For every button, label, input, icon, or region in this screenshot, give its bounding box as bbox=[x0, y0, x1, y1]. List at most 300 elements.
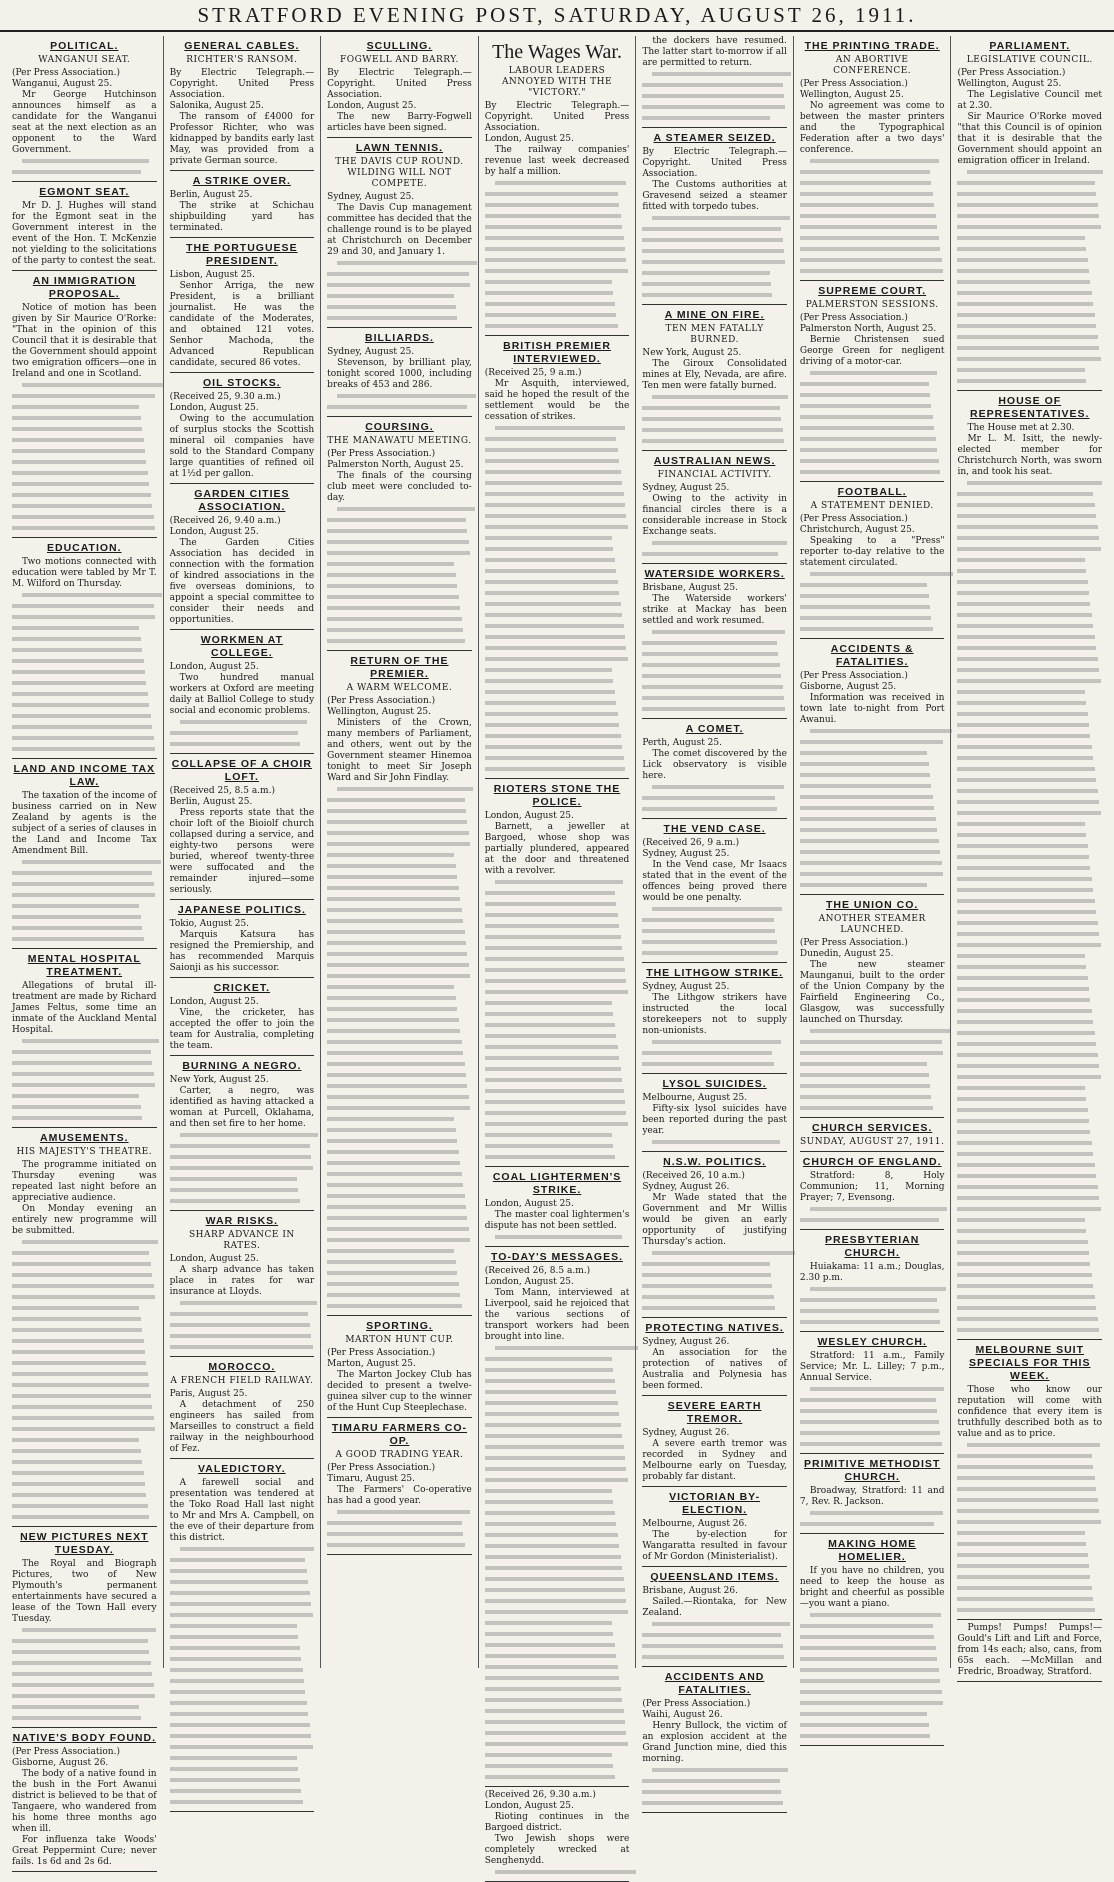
article-paragraph: An association for the protection of natives of Australia and Polynesia has been formed. bbox=[642, 1348, 787, 1391]
text-line-filler bbox=[485, 1464, 627, 1475]
text-line-filler bbox=[485, 610, 622, 621]
text-line-filler bbox=[485, 1585, 625, 1596]
text-line-filler bbox=[957, 222, 1100, 233]
text-line-filler bbox=[957, 775, 1096, 786]
text-line-filler bbox=[810, 1284, 946, 1295]
text-line-filler bbox=[957, 343, 1099, 354]
text-line-filler bbox=[327, 949, 467, 960]
text-line-filler bbox=[800, 1428, 940, 1439]
text-line-filler bbox=[957, 1259, 1090, 1270]
text-line-filler bbox=[12, 457, 146, 468]
article bbox=[327, 1422, 472, 1555]
text-line-filler bbox=[642, 693, 784, 704]
article-paragraph: Notice of motion has been given by Sir Maurice O'Rorke: "That in the opinion of this Council that it is desirable that the Government should appoint two emigration officers—one in Ireland and one in Scotland. bbox=[12, 303, 157, 379]
text-line-filler bbox=[642, 682, 782, 693]
article-paragraph: Mr Wade stated that the Government and Mr Willis would be given an early opportunity of justifying Thursday's action. bbox=[642, 1193, 787, 1247]
text-line-filler bbox=[800, 434, 936, 445]
article-divider bbox=[327, 1315, 472, 1316]
article-paragraph: For influenza take Woods' Great Peppermint Cure; never fails. 1s 6d and 2s 6d. bbox=[12, 1835, 157, 1867]
text-line-filler bbox=[327, 1213, 467, 1224]
text-line-filler bbox=[170, 1342, 313, 1353]
text-line-filler bbox=[170, 1555, 306, 1566]
text-line-filler bbox=[800, 1731, 930, 1742]
text-line-filler bbox=[652, 1037, 781, 1048]
article-paragraph: Mr D. J. Hughes will stand for the Egmont seat in the Government interest in the event of the Hon. T. McKenzie not yielding to the solicitations of the party to contest the seat. bbox=[12, 201, 157, 266]
article-divider bbox=[800, 1151, 945, 1152]
text-line-filler bbox=[485, 1684, 621, 1695]
text-line-filler bbox=[170, 1698, 307, 1709]
article-paragraph: A farewell social and presentation was tendered at the Toko Road Hall last night to Mr and Mrs A. Campbell, on the eve of their departure from this district. bbox=[169, 1478, 315, 1543]
article-paragraph: London, August 25. bbox=[484, 134, 574, 144]
text-line-filler bbox=[957, 1083, 1084, 1094]
text-line-filler bbox=[957, 1303, 1096, 1314]
text-line-filler bbox=[170, 1720, 310, 1731]
text-line-filler bbox=[642, 1798, 782, 1809]
text-line-filler bbox=[12, 656, 144, 667]
article-subheadline: LEGISLATIVE COUNCIL. bbox=[966, 55, 1093, 65]
article-paragraph: The new Barry-Fogwell articles have been signed. bbox=[327, 112, 472, 133]
text-line-filler bbox=[495, 423, 625, 434]
text-line-filler bbox=[495, 1867, 637, 1878]
article-headline: LYSOL SUICIDES. bbox=[662, 1078, 767, 1090]
text-line-filler bbox=[12, 1446, 141, 1457]
text-line-filler bbox=[957, 277, 1090, 288]
text-line-filler bbox=[800, 869, 943, 880]
text-line-filler bbox=[800, 580, 927, 591]
text-line-filler bbox=[957, 211, 1099, 222]
text-line-filler bbox=[810, 1026, 950, 1037]
article-divider bbox=[170, 237, 315, 238]
text-line-filler bbox=[957, 819, 1084, 830]
text-line-filler bbox=[800, 1643, 936, 1654]
text-line-filler bbox=[800, 1720, 929, 1731]
article-divider bbox=[485, 335, 630, 336]
article-paragraph: Sydney, August 25. bbox=[642, 849, 730, 859]
text-line-filler bbox=[485, 299, 615, 310]
text-line-filler bbox=[957, 1226, 1086, 1237]
text-line-filler bbox=[485, 500, 625, 511]
text-line-filler bbox=[327, 872, 457, 883]
text-line-filler bbox=[170, 1163, 313, 1174]
text-line-filler bbox=[800, 1059, 927, 1070]
article-paragraph: Carter, a negro, was identified as having attacked a woman at Purcell, Oklahama, and then set fire to her home. bbox=[169, 1086, 315, 1129]
article bbox=[800, 1234, 945, 1332]
article-paragraph: The Marton Jockey Club has decided to present a twelve-guinea silver cup to the winner of the Hunt Cup Steeplechase. bbox=[327, 1370, 472, 1413]
text-line-filler bbox=[170, 1643, 300, 1654]
article-paragraph: Sydney, August 25. bbox=[642, 982, 730, 992]
text-line-filler bbox=[652, 782, 784, 793]
text-line-filler bbox=[327, 559, 454, 570]
text-line-filler bbox=[485, 1486, 612, 1497]
article bbox=[12, 1732, 157, 1872]
text-line-filler bbox=[957, 1171, 1096, 1182]
article-headline: MOROCCO. bbox=[208, 1361, 276, 1373]
article-paragraph: Broadway, Stratford: 11 and 7, Rev. R. Jackson. bbox=[799, 1486, 945, 1507]
text-line-filler bbox=[957, 830, 1086, 841]
article bbox=[12, 275, 157, 538]
article-paragraph: (Per Press Association.) bbox=[799, 938, 908, 948]
text-line-filler bbox=[12, 1058, 152, 1069]
text-line-filler bbox=[957, 1182, 1097, 1193]
text-line-filler bbox=[485, 1662, 618, 1673]
text-line-filler bbox=[642, 1303, 775, 1314]
article-paragraph: (Received 26, 8.5 a.m.) bbox=[484, 1266, 591, 1276]
column-3 bbox=[320, 36, 478, 1668]
article-divider bbox=[170, 1811, 315, 1812]
article-divider bbox=[12, 758, 157, 759]
text-line-filler bbox=[327, 603, 460, 614]
text-line-filler bbox=[327, 1301, 461, 1312]
article-paragraph: The Davis Cup management committee has decided that the challenge round is to be played at Christchurch on December 29 and 30, and January 1. bbox=[327, 203, 472, 257]
article-paragraph: Wellington, August 25. bbox=[327, 707, 432, 717]
article-paragraph: (Per Press Association.) bbox=[799, 514, 908, 524]
text-line-filler bbox=[957, 544, 1100, 555]
text-line-filler bbox=[652, 69, 791, 80]
article-headline: TO-DAY'S MESSAGES. bbox=[491, 1251, 623, 1263]
article-paragraph: Bernie Christensen sued George Green for negligent driving of a motor-car. bbox=[799, 335, 945, 367]
article-paragraph: Wellington, August 25. bbox=[799, 90, 904, 100]
text-line-filler bbox=[327, 313, 457, 324]
article-headline: RETURN OF THE PREMIER. bbox=[350, 655, 449, 680]
article-headline: OIL STOCKS. bbox=[203, 377, 281, 389]
text-line-filler bbox=[170, 1309, 309, 1320]
text-line-filler bbox=[485, 943, 622, 954]
text-line-filler bbox=[957, 643, 1096, 654]
text-line-filler bbox=[957, 852, 1089, 863]
text-line-filler bbox=[12, 1347, 145, 1358]
text-line-filler bbox=[485, 233, 624, 244]
text-line-filler bbox=[485, 1541, 619, 1552]
article-subheadline: RICHTER'S RANSOM. bbox=[186, 55, 298, 65]
text-line-filler bbox=[485, 1020, 615, 1031]
article-headline: LAWN TENNIS. bbox=[355, 142, 444, 154]
article-paragraph: Marton, August 25. bbox=[327, 1359, 416, 1369]
text-line-filler bbox=[12, 1435, 139, 1446]
article-paragraph: London, August 25. bbox=[484, 811, 574, 821]
article-paragraph: Ministers of the Crown, many members of Parliament, and others, went out by the Government steamer Hinemoa tonight to meet Sir Joseph Ward and Sir John Findlay. bbox=[327, 718, 472, 783]
text-line-filler bbox=[170, 1742, 313, 1753]
article-paragraph: The by-election for Wangaratta resulted in favour of Mr Gordon (Ministerialist). bbox=[642, 1530, 787, 1562]
text-line-filler bbox=[327, 625, 463, 636]
text-line-filler bbox=[327, 993, 456, 1004]
text-line-filler bbox=[170, 1764, 299, 1775]
text-line-filler bbox=[800, 624, 933, 635]
text-line-filler bbox=[800, 880, 927, 891]
article-headline: COLLAPSE OF A CHOIR LOFT. bbox=[171, 758, 312, 783]
article-paragraph: Barnett, a jeweller at Bargoed, whose shop was partially plundered, appeared at the door and threatened with a revolver. bbox=[484, 822, 630, 876]
text-line-filler bbox=[12, 1303, 139, 1314]
text-line-filler bbox=[12, 1457, 142, 1468]
text-line-filler bbox=[485, 222, 622, 233]
article-paragraph: Lisbon, August 25. bbox=[169, 270, 256, 280]
article-subheadline: A WARM WELCOME. bbox=[346, 683, 453, 693]
text-line-filler bbox=[642, 1776, 779, 1787]
text-line-filler bbox=[957, 896, 1094, 907]
text-line-filler bbox=[642, 1641, 782, 1652]
article-paragraph: London, August 25. bbox=[484, 1277, 574, 1287]
text-line-filler bbox=[485, 1607, 628, 1618]
text-line-filler bbox=[485, 1640, 615, 1651]
article-headline: A COMET. bbox=[685, 723, 744, 735]
article-paragraph: Paris, August 25. bbox=[169, 1389, 248, 1399]
text-line-filler bbox=[12, 623, 139, 634]
text-line-filler bbox=[485, 1695, 622, 1706]
article-paragraph: Perth, August 25. bbox=[642, 738, 722, 748]
text-line-filler bbox=[327, 291, 454, 302]
article-paragraph: (Per Press Association.) bbox=[799, 79, 908, 89]
text-line-filler bbox=[12, 601, 154, 612]
text-line-filler bbox=[12, 1102, 141, 1113]
text-line-filler bbox=[957, 1050, 1097, 1061]
article-paragraph: London, August 25. bbox=[169, 403, 259, 413]
article bbox=[170, 1463, 315, 1812]
text-line-filler bbox=[957, 577, 1087, 588]
text-line-filler bbox=[12, 1080, 155, 1091]
text-line-filler bbox=[800, 1070, 929, 1081]
text-line-filler bbox=[642, 425, 782, 436]
text-line-filler bbox=[485, 1497, 614, 1508]
text-line-filler bbox=[327, 1540, 464, 1551]
text-line-filler bbox=[800, 814, 936, 825]
text-line-filler bbox=[170, 1786, 302, 1797]
article-headline: COAL LIGHTERMEN'S STRIKE. bbox=[492, 1171, 622, 1196]
text-line-filler bbox=[800, 803, 934, 814]
text-line-filler bbox=[485, 720, 619, 731]
article-headline: NEW PICTURES NEXT TUESDAY. bbox=[20, 1531, 149, 1556]
text-line-filler bbox=[957, 1017, 1093, 1028]
text-line-filler bbox=[642, 113, 769, 124]
text-line-filler bbox=[957, 1572, 1090, 1583]
article bbox=[800, 643, 945, 895]
text-line-filler bbox=[957, 1517, 1100, 1528]
article-divider bbox=[12, 270, 157, 271]
article bbox=[485, 1790, 630, 1882]
text-line-filler bbox=[957, 907, 1096, 918]
article-subheadline: A STATEMENT DENIED. bbox=[810, 501, 934, 511]
article-divider bbox=[642, 818, 787, 819]
text-line-filler bbox=[327, 971, 470, 982]
text-line-filler bbox=[327, 515, 466, 526]
text-line-filler bbox=[22, 156, 149, 167]
article bbox=[642, 455, 787, 564]
article-headline: SPORTING. bbox=[366, 1320, 433, 1332]
text-line-filler bbox=[327, 916, 463, 927]
article-paragraph: Berlin, August 25. bbox=[169, 190, 253, 200]
article-paragraph: By Electric Telegraph.—Copyright. United Press Association. bbox=[327, 68, 472, 100]
text-line-filler bbox=[957, 1006, 1091, 1017]
article-paragraph: The railway companies' revenue last week decreased by half a million. bbox=[484, 145, 630, 177]
article-paragraph: Dunedin, August 25. bbox=[799, 949, 894, 959]
article bbox=[485, 1251, 630, 1787]
text-line-filler bbox=[327, 1518, 461, 1529]
text-line-filler bbox=[957, 720, 1089, 731]
article-divider bbox=[800, 1331, 945, 1332]
text-line-filler bbox=[327, 839, 470, 850]
article bbox=[170, 1060, 315, 1211]
text-line-filler bbox=[810, 1508, 943, 1519]
text-line-filler bbox=[957, 489, 1093, 500]
text-line-filler bbox=[800, 1621, 933, 1632]
text-line-filler bbox=[485, 1519, 617, 1530]
text-line-filler bbox=[957, 863, 1090, 874]
text-line-filler bbox=[327, 905, 461, 916]
article-divider bbox=[327, 650, 472, 651]
text-line-filler bbox=[327, 537, 469, 548]
text-line-filler bbox=[327, 1257, 456, 1268]
text-line-filler bbox=[957, 874, 1091, 885]
article-paragraph: (Received 25, 9 a.m.) bbox=[484, 368, 582, 378]
article-subheadline: PALMERSTON SESSIONS. bbox=[805, 300, 939, 310]
article-paragraph: London, August 25. bbox=[484, 1801, 574, 1811]
text-line-filler bbox=[652, 627, 785, 638]
text-line-filler bbox=[957, 1506, 1099, 1517]
text-line-filler bbox=[800, 266, 943, 277]
article-paragraph: (Received 26, 9.30 a.m.) bbox=[484, 1790, 596, 1800]
text-line-filler bbox=[642, 1059, 774, 1070]
article-divider bbox=[12, 1127, 157, 1128]
article bbox=[12, 1132, 157, 1527]
text-line-filler bbox=[957, 1039, 1096, 1050]
article bbox=[642, 309, 787, 451]
text-line-filler bbox=[485, 1097, 625, 1108]
text-line-filler bbox=[12, 167, 141, 178]
text-line-filler bbox=[485, 321, 618, 332]
article-headline: EGMONT SEAT. bbox=[39, 186, 130, 198]
text-line-filler bbox=[485, 742, 622, 753]
text-line-filler bbox=[485, 588, 619, 599]
text-line-filler bbox=[485, 1086, 624, 1097]
text-line-filler bbox=[800, 255, 942, 266]
article-paragraph: (Per Press Association.) bbox=[957, 68, 1066, 78]
article bbox=[642, 132, 787, 305]
text-line-filler bbox=[485, 1530, 618, 1541]
article-divider bbox=[485, 1166, 630, 1167]
article-paragraph: The master coal lightermen's dispute has not been settled. bbox=[484, 1210, 630, 1231]
article-paragraph: Mr George Hutchinson announces himself as a candidate for the Wanganui seat at the next election as an opponent to the Ward Government. bbox=[12, 90, 157, 155]
article-paragraph: The Customs authorities at Gravesend seized a steamer fitted with torpedo tubes. bbox=[642, 180, 787, 212]
text-line-filler bbox=[642, 1652, 784, 1663]
text-line-filler bbox=[957, 1270, 1091, 1281]
text-line-filler bbox=[800, 602, 930, 613]
text-line-filler bbox=[810, 569, 953, 580]
article-headline: CRICKET. bbox=[213, 982, 271, 994]
text-line-filler bbox=[327, 1290, 460, 1301]
text-line-filler bbox=[485, 1064, 621, 1075]
article-headline: THE PORTUGUESE PRESIDENT. bbox=[186, 242, 298, 267]
text-line-filler bbox=[957, 1550, 1087, 1561]
article bbox=[800, 1156, 945, 1230]
text-line-filler bbox=[12, 1468, 144, 1479]
text-line-filler bbox=[800, 1665, 939, 1676]
text-line-filler bbox=[327, 982, 454, 993]
text-line-filler bbox=[485, 731, 621, 742]
article-paragraph: Two hundred manual workers at Oxford are meeting daily at Balliol College to study social and economic problems. bbox=[169, 673, 315, 716]
text-line-filler bbox=[495, 178, 627, 189]
article bbox=[800, 1538, 945, 1746]
text-line-filler bbox=[485, 932, 621, 943]
article-divider bbox=[800, 1117, 945, 1118]
article bbox=[800, 40, 945, 281]
text-line-filler bbox=[170, 1687, 306, 1698]
text-line-filler bbox=[800, 770, 930, 781]
article-paragraph: The programme initiated on Thursday evening was repeated last night before an appreciative audience. bbox=[12, 1160, 157, 1203]
text-line-filler bbox=[12, 678, 146, 689]
text-line-filler bbox=[12, 435, 144, 446]
text-line-filler bbox=[170, 728, 299, 739]
text-line-filler bbox=[642, 268, 769, 279]
text-line-filler bbox=[485, 533, 612, 544]
article-headline: VALEDICTORY. bbox=[198, 1463, 286, 1475]
text-line-filler bbox=[12, 1069, 154, 1080]
text-line-filler bbox=[327, 1136, 457, 1147]
article-paragraph: (Per Press Association.) bbox=[327, 1348, 436, 1358]
article-paragraph: The House met at 2.30. bbox=[967, 423, 1075, 433]
text-line-filler bbox=[957, 332, 1097, 343]
text-line-filler bbox=[485, 566, 617, 577]
article-divider bbox=[957, 1619, 1102, 1620]
text-line-filler bbox=[12, 391, 155, 402]
text-line-filler bbox=[12, 1490, 146, 1501]
article-subheadline: TEN MEN FATALLY BURNED. bbox=[665, 324, 764, 345]
text-line-filler bbox=[12, 1402, 152, 1413]
text-line-filler bbox=[12, 479, 149, 490]
article-divider bbox=[957, 1339, 1102, 1340]
text-line-filler bbox=[327, 280, 470, 291]
text-line-filler bbox=[957, 1204, 1100, 1215]
text-line-filler bbox=[495, 1343, 638, 1354]
text-line-filler bbox=[327, 861, 456, 872]
article bbox=[800, 285, 945, 482]
column-container bbox=[6, 36, 1108, 1867]
text-line-filler bbox=[642, 638, 776, 649]
text-line-filler bbox=[12, 1713, 141, 1724]
text-line-filler bbox=[957, 786, 1097, 797]
text-line-filler bbox=[170, 1577, 309, 1588]
article-headline: A MINE ON FIRE. bbox=[664, 309, 765, 321]
text-line-filler bbox=[967, 167, 1103, 178]
text-line-filler bbox=[957, 200, 1097, 211]
article-divider bbox=[12, 1526, 157, 1527]
text-line-filler bbox=[957, 1451, 1091, 1462]
text-line-filler bbox=[957, 698, 1086, 709]
article-headline: HOUSE OF REPRESENTATIVES. bbox=[970, 395, 1090, 420]
text-line-filler bbox=[642, 91, 784, 102]
article-divider bbox=[327, 1417, 472, 1418]
text-line-filler bbox=[485, 266, 628, 277]
text-line-filler bbox=[170, 1599, 312, 1610]
article-headline: ACCIDENTS & FATALITIES. bbox=[830, 643, 914, 668]
text-line-filler bbox=[957, 599, 1090, 610]
text-line-filler bbox=[800, 456, 939, 467]
article bbox=[957, 1344, 1102, 1620]
text-line-filler bbox=[170, 1152, 312, 1163]
text-line-filler bbox=[485, 1728, 627, 1739]
article-paragraph: Sydney, August 25. bbox=[327, 347, 415, 357]
article-headline: EDUCATION. bbox=[47, 542, 122, 554]
article-divider bbox=[642, 127, 787, 128]
article-headline: WATERSIDE WORKERS. bbox=[644, 568, 785, 580]
article-paragraph: The comet discovered by the Lick observatory is visible here. bbox=[642, 749, 787, 781]
article-paragraph: Palmerston North, August 25. bbox=[799, 324, 937, 334]
text-line-filler bbox=[485, 555, 615, 566]
article-subheadline: A FRENCH FIELD RAILWAY. bbox=[170, 1376, 314, 1386]
text-line-filler bbox=[12, 1680, 154, 1691]
article-divider bbox=[642, 1395, 787, 1396]
article-headline: SEVERE EARTH TREMOR. bbox=[667, 1400, 762, 1425]
text-line-filler bbox=[957, 588, 1089, 599]
text-line-filler bbox=[642, 671, 781, 682]
text-line-filler bbox=[485, 1618, 612, 1629]
